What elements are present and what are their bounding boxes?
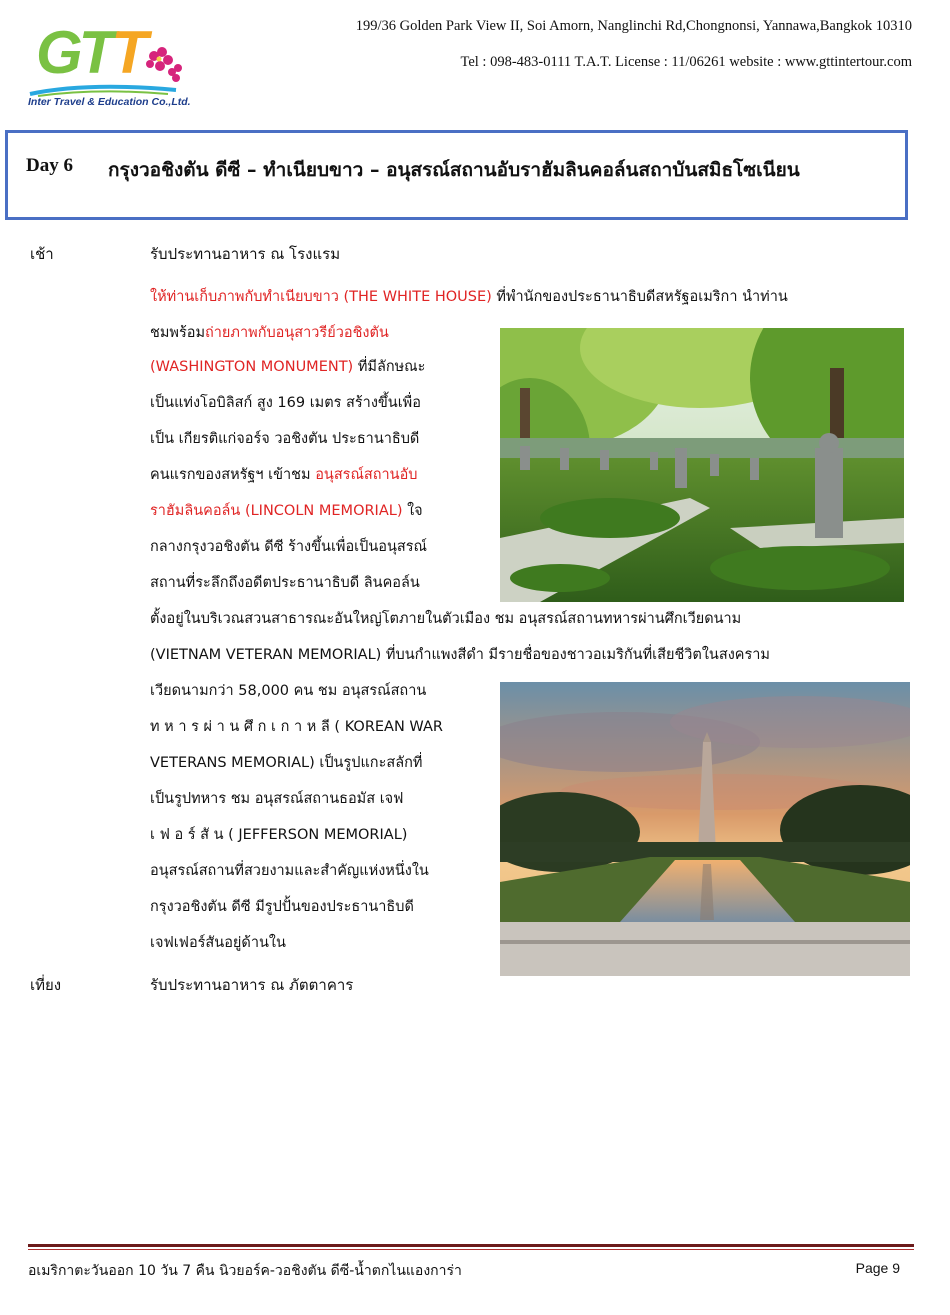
highlight-washington-monument: ถ่ายภาพกับอนุสาวรีย์วอชิงตัน xyxy=(205,325,389,341)
meal-label-noon: เที่ยง xyxy=(30,976,62,994)
body-text: คนแรกของสหรัฐฯ เข้าชม xyxy=(150,467,316,483)
day-title: กรุงวอชิงตัน ดีซี – ทำเนียบขาว – อนุสรณ์สถานอับราฮัมลินคอล์นสถาบันสมิธโซเนียน xyxy=(108,159,800,181)
company-address: 199/36 Golden Park View II, Soi Amorn, Nanglinchi Rd,Chongnonsi, Yannawa,Bangkok 10310 xyxy=(355,18,912,34)
body-text: ใจ xyxy=(402,503,423,519)
body-text: ที่พำนักของประธานาธิบดีสหรัฐอเมริกา นำท่าน xyxy=(491,289,788,305)
body-line: สถานที่ระลึกถึงอดีตประธานาธิบดี ลินคอล์น xyxy=(150,575,420,591)
highlight-white-house: ให้ท่านเก็บภาพกับทำเนียบขาว (THE WHITE HOUSE) xyxy=(150,289,492,305)
body-line: เจฟเฟอร์สันอยู่ด้านใน xyxy=(150,935,286,951)
highlight-washington-monument-en: (WASHINGTON MONUMENT) xyxy=(150,359,354,375)
body-line xyxy=(150,321,389,344)
body-line: เป็นแท่งโอบิลิสก์ สูง 169 เมตร สร้างขึ้นเพื่อ xyxy=(150,395,421,411)
day-label: Day 6 xyxy=(26,155,73,176)
photo-washington-monument xyxy=(500,682,910,976)
body-line: (VIETNAM VETERAN MEMORIAL) ที่บนกำแพงสีดำ มีรายชื่อของชาวอเมริกันที่เสียชีวิตในสงคราม xyxy=(150,647,770,663)
body-line: VETERANS MEMORIAL) เป็นรูปแกะสลักที่ xyxy=(150,755,423,771)
meal-text-morning: รับประทานอาหาร ณ โรงแรม xyxy=(150,245,341,263)
body-line xyxy=(150,499,423,522)
body-line xyxy=(150,285,788,308)
body-line: ท ห า ร ผ่ า น ศึ ก เ ก า ห ลี ( KOREAN WAR xyxy=(150,719,443,735)
body-line: ตั้งอยู่ในบริเวณสวนสาธารณะอันใหญ่โตภายในตัวเมือง ชม อนุสรณ์สถานทหารผ่านศึกเวียดนาม xyxy=(150,611,742,627)
body-line xyxy=(150,463,418,486)
page-number: Page 9 xyxy=(855,1260,900,1276)
body-line: กลางกรุงวอชิงตัน ดีซี ร้างขึ้นเพื่อเป็นอนุสรณ์ xyxy=(150,539,427,555)
footer-divider xyxy=(28,1244,914,1247)
body-text: ชมพร้อม xyxy=(150,325,206,341)
body-text: ที่มีลักษณะ xyxy=(353,359,426,375)
logo-wordmark: GTT xyxy=(36,19,144,86)
body-line: เ ฟ อ ร์ สั น ( JEFFERSON MEMORIAL) xyxy=(150,827,408,843)
highlight-lincoln-memorial-en: ราฮัมลินคอล์น (LINCOLN MEMORIAL) xyxy=(150,503,403,519)
body-line: เป็นรูปทหาร ชม อนุสรณ์สถานธอมัส เจฟ xyxy=(150,791,404,807)
company-logo xyxy=(22,18,191,114)
logo-subtitle: Inter Travel & Education Co.,Ltd. xyxy=(28,96,191,108)
body-line: เวียดนามกว่า 58,000 คน ชม อนุสรณ์สถาน xyxy=(150,683,427,699)
photo-korean-war-memorial xyxy=(500,328,904,602)
body-line xyxy=(150,355,425,378)
day-heading-box xyxy=(5,130,908,220)
body-line: เป็น เกียรติแก่จอร์จ วอชิงตัน ประธานาธิบดี xyxy=(150,431,420,447)
flower-icon xyxy=(140,42,184,86)
company-contact: Tel : 098-483-0111 T.A.T. License : 11/06261 website : www.gttintertour.com xyxy=(460,54,912,70)
footer-trip-title: อเมริกาตะวันออก 10 วัน 7 คืน นิวยอร์ค-วอชิงตัน ดีซี-น้ำตกไนแองการ่า xyxy=(28,1263,462,1279)
meal-text-noon: รับประทานอาหาร ณ ภัตตาคาร xyxy=(150,976,354,994)
highlight-lincoln-memorial: อนุสรณ์สถานอับ xyxy=(315,467,418,483)
body-line: กรุงวอชิงตัน ดีซี มีรูปปั้นของประธานาธิบดี xyxy=(150,899,414,915)
footer-divider-thin xyxy=(28,1249,914,1250)
body-line: อนุสรณ์สถานที่สวยงามและสำคัญแห่งหนึ่งใน xyxy=(150,863,429,879)
meal-label-morning: เช้า xyxy=(30,245,54,263)
